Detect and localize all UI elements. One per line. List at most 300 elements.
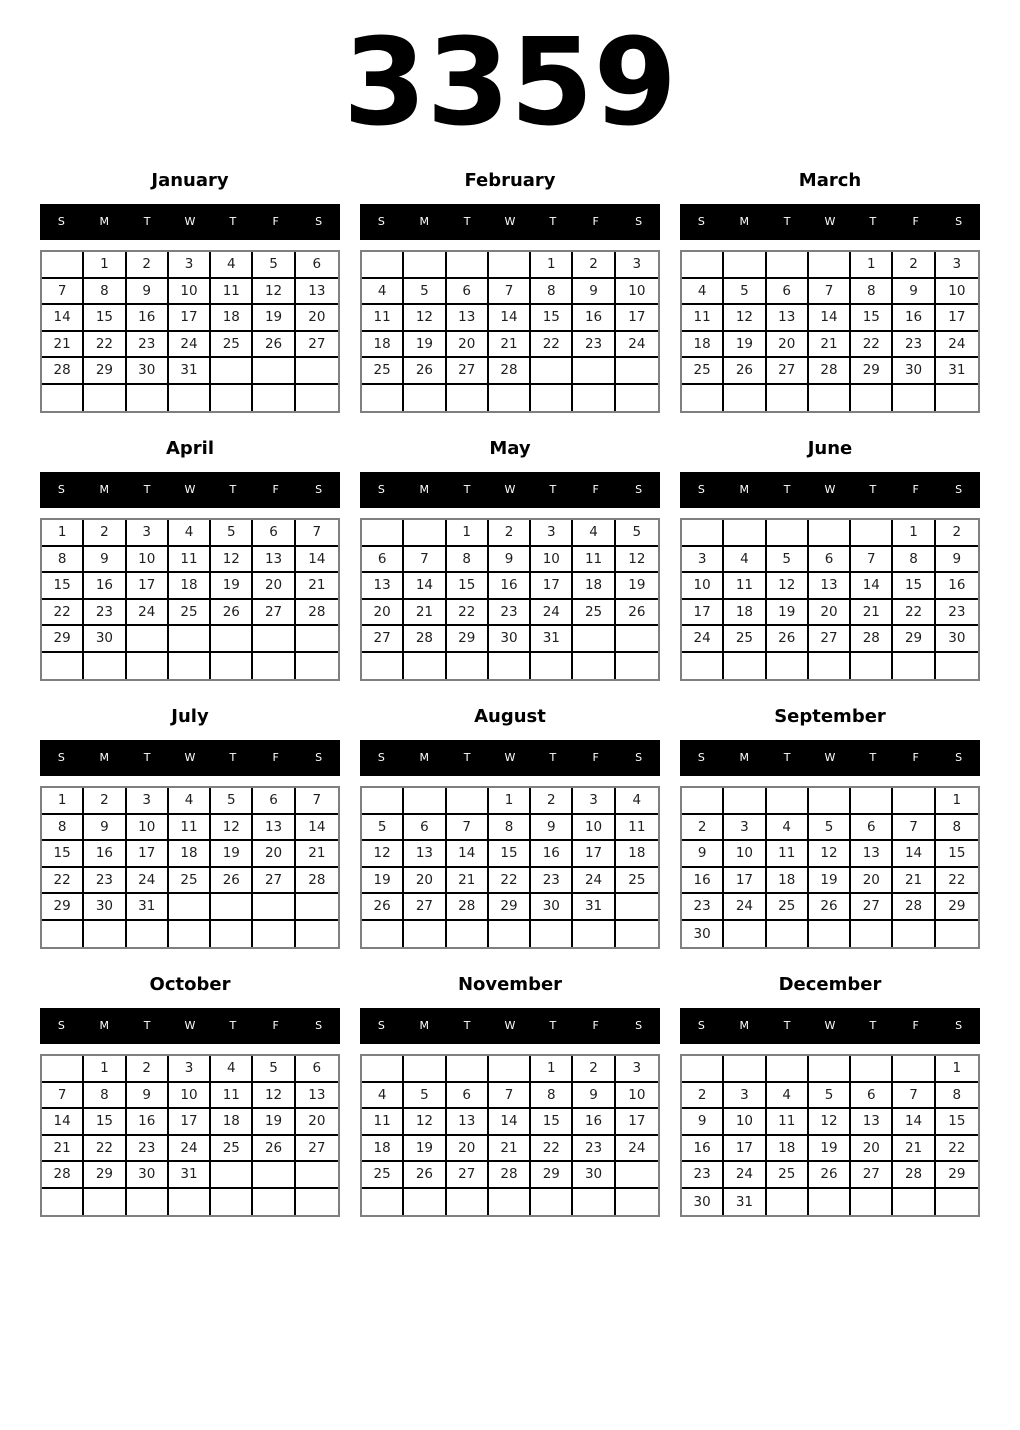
weekday-label: T: [549, 483, 557, 496]
day-cell: 25: [724, 626, 766, 653]
day-cell-empty: [724, 788, 766, 815]
day-cell: 14: [809, 305, 851, 332]
day-cell-empty: [616, 653, 658, 680]
day-cell: 13: [447, 305, 489, 332]
month-title: November: [457, 974, 563, 995]
day-cell: 25: [573, 600, 615, 627]
day-cell: 19: [253, 1109, 295, 1136]
day-cell-empty: [682, 788, 724, 815]
day-cell: 28: [489, 358, 531, 385]
day-cell: 21: [447, 868, 489, 895]
day-cell: 1: [851, 252, 893, 279]
day-cell: 5: [211, 788, 253, 815]
day-cell: 23: [936, 600, 978, 627]
day-cell: 11: [724, 573, 766, 600]
day-grid: [680, 786, 980, 949]
day-cell: 19: [211, 841, 253, 868]
day-cell-empty: [616, 1189, 658, 1216]
day-cell: 10: [724, 841, 766, 868]
day-grid: [680, 250, 980, 413]
day-cell-empty: [253, 626, 295, 653]
weekday-label: T: [783, 215, 791, 228]
day-cell: 21: [489, 1136, 531, 1163]
day-cell: 7: [42, 279, 84, 306]
weekday-label: T: [869, 483, 877, 496]
day-cell: 7: [489, 279, 531, 306]
day-cell: 4: [169, 788, 211, 815]
day-cell: 8: [936, 815, 978, 842]
day-cell-empty: [809, 788, 851, 815]
day-cell: 29: [84, 1162, 126, 1189]
day-cell-empty: [809, 385, 851, 412]
day-cell-empty: [851, 921, 893, 948]
day-cell: 31: [169, 1162, 211, 1189]
day-cell-empty: [531, 358, 573, 385]
day-cell: 4: [362, 1083, 404, 1110]
day-cell: 3: [169, 252, 211, 279]
day-cell: 22: [42, 600, 84, 627]
day-cell: 15: [84, 305, 126, 332]
day-cell: 25: [767, 894, 809, 921]
day-cell: 16: [936, 573, 978, 600]
day-cell-empty: [447, 1189, 489, 1216]
day-cell-empty: [296, 921, 338, 948]
day-cell-empty: [682, 1056, 724, 1083]
day-cell: 8: [489, 815, 531, 842]
weekday-label: M: [99, 751, 110, 764]
day-cell: 2: [573, 252, 615, 279]
weekday-label: T: [463, 483, 471, 496]
day-cell: 9: [682, 1109, 724, 1136]
day-cell: 16: [531, 841, 573, 868]
day-cell: 17: [616, 305, 658, 332]
day-cell: 8: [936, 1083, 978, 1110]
day-cell-empty: [404, 1189, 446, 1216]
weekday-label: S: [955, 1019, 963, 1032]
day-cell: 29: [489, 894, 531, 921]
day-cell: 10: [616, 1083, 658, 1110]
day-cell: 14: [296, 547, 338, 574]
weekday-label: S: [57, 1019, 65, 1032]
day-cell: 4: [211, 252, 253, 279]
day-cell: 15: [851, 305, 893, 332]
month-block: [360, 706, 660, 949]
day-cell: 27: [404, 894, 446, 921]
month-block: [680, 706, 980, 949]
weekday-header-bar: [40, 204, 340, 240]
day-cell: 19: [211, 573, 253, 600]
weekday-label: S: [57, 751, 65, 764]
day-cell: 18: [573, 573, 615, 600]
day-cell: 8: [531, 279, 573, 306]
day-cell: 13: [296, 279, 338, 306]
day-cell: 25: [682, 358, 724, 385]
day-cell: 4: [682, 279, 724, 306]
month-title: March: [798, 170, 862, 191]
day-cell: 10: [573, 815, 615, 842]
day-cell: 14: [489, 1109, 531, 1136]
weekday-label: M: [99, 215, 110, 228]
day-cell: 10: [127, 547, 169, 574]
day-cell: 22: [84, 1136, 126, 1163]
day-cell-empty: [724, 252, 766, 279]
day-cell: 24: [616, 1136, 658, 1163]
day-cell: 3: [127, 788, 169, 815]
day-cell: 30: [682, 1189, 724, 1216]
day-cell: 7: [404, 547, 446, 574]
day-cell: 23: [573, 332, 615, 359]
weekday-header-bar: [40, 1008, 340, 1044]
day-grid: [40, 250, 340, 413]
day-cell-empty: [767, 653, 809, 680]
weekday-label: F: [592, 483, 599, 496]
day-cell: 16: [489, 573, 531, 600]
day-cell: 22: [936, 1136, 978, 1163]
day-cell: 3: [724, 815, 766, 842]
weekday-label: T: [869, 215, 877, 228]
weekday-label: T: [783, 483, 791, 496]
day-grid: [40, 786, 340, 949]
day-cell: 18: [362, 332, 404, 359]
day-cell: 6: [404, 815, 446, 842]
day-cell: 16: [682, 1136, 724, 1163]
day-cell-empty: [724, 385, 766, 412]
day-cell: 11: [211, 279, 253, 306]
day-cell-empty: [169, 921, 211, 948]
day-cell: 11: [362, 305, 404, 332]
day-cell: 3: [531, 520, 573, 547]
day-cell: 18: [682, 332, 724, 359]
day-cell: 24: [127, 600, 169, 627]
weekday-label: T: [549, 1019, 557, 1032]
day-cell: 6: [362, 547, 404, 574]
day-cell: 18: [169, 573, 211, 600]
day-cell: 10: [616, 279, 658, 306]
day-cell: 21: [296, 841, 338, 868]
day-cell: 4: [724, 547, 766, 574]
day-cell: 1: [42, 520, 84, 547]
day-cell-empty: [253, 385, 295, 412]
day-cell: 23: [531, 868, 573, 895]
day-cell: 23: [893, 332, 935, 359]
day-cell-empty: [893, 1056, 935, 1083]
day-cell-empty: [573, 626, 615, 653]
day-cell: 14: [447, 841, 489, 868]
day-cell: 28: [42, 1162, 84, 1189]
day-cell: 28: [809, 358, 851, 385]
day-cell: 23: [84, 600, 126, 627]
day-cell: 24: [169, 1136, 211, 1163]
day-cell: 3: [573, 788, 615, 815]
day-cell: 14: [404, 573, 446, 600]
day-cell: 7: [296, 520, 338, 547]
month-block: [360, 974, 660, 1217]
day-cell: 1: [893, 520, 935, 547]
day-cell: 10: [724, 1109, 766, 1136]
day-cell: 7: [809, 279, 851, 306]
day-cell-empty: [573, 1189, 615, 1216]
day-cell: 19: [724, 332, 766, 359]
day-cell: 17: [573, 841, 615, 868]
month-title: December: [778, 974, 882, 995]
day-cell: 16: [127, 1109, 169, 1136]
day-cell-empty: [296, 653, 338, 680]
day-cell: 14: [42, 1109, 84, 1136]
day-cell: 9: [127, 279, 169, 306]
day-cell: 8: [84, 279, 126, 306]
day-cell: 27: [296, 332, 338, 359]
day-cell: 2: [84, 520, 126, 547]
day-cell-empty: [767, 1189, 809, 1216]
day-cell-empty: [169, 894, 211, 921]
day-cell: 13: [253, 547, 295, 574]
day-cell: 21: [42, 332, 84, 359]
day-cell: 6: [447, 1083, 489, 1110]
month-title: June: [807, 438, 853, 459]
weekday-label: S: [57, 483, 65, 496]
day-cell: 5: [253, 252, 295, 279]
day-cell-empty: [253, 358, 295, 385]
day-cell: 6: [809, 547, 851, 574]
day-cell: 25: [362, 1162, 404, 1189]
day-cell: 18: [616, 841, 658, 868]
day-cell-empty: [362, 385, 404, 412]
day-cell: 7: [296, 788, 338, 815]
day-cell: 12: [616, 547, 658, 574]
day-cell-empty: [724, 921, 766, 948]
day-cell: 17: [724, 868, 766, 895]
day-cell: 10: [169, 1083, 211, 1110]
day-cell: 2: [682, 815, 724, 842]
day-cell: 1: [447, 520, 489, 547]
day-cell: 20: [767, 332, 809, 359]
day-cell: 15: [84, 1109, 126, 1136]
weekday-label: S: [315, 751, 323, 764]
month-title: January: [151, 170, 229, 191]
day-cell: 15: [893, 573, 935, 600]
day-cell-empty: [851, 520, 893, 547]
year-title: 3359: [343, 14, 677, 153]
day-cell: 11: [362, 1109, 404, 1136]
day-cell-empty: [362, 520, 404, 547]
day-cell: 6: [447, 279, 489, 306]
day-grid: [680, 1054, 980, 1217]
day-cell-empty: [211, 921, 253, 948]
day-cell: 13: [809, 573, 851, 600]
day-cell: 2: [936, 520, 978, 547]
day-cell: 7: [489, 1083, 531, 1110]
weekday-label: S: [57, 215, 65, 228]
day-cell: 27: [447, 358, 489, 385]
day-cell: 8: [851, 279, 893, 306]
day-cell: 30: [531, 894, 573, 921]
day-cell: 15: [936, 1109, 978, 1136]
weekday-header-bar: [360, 204, 660, 240]
day-cell: 8: [447, 547, 489, 574]
day-cell: 30: [84, 626, 126, 653]
day-cell: 26: [616, 600, 658, 627]
day-cell: 7: [893, 1083, 935, 1110]
day-cell-empty: [447, 788, 489, 815]
weekday-label: S: [697, 1019, 705, 1032]
weekday-header-bar: [40, 472, 340, 508]
day-cell: 24: [127, 868, 169, 895]
weekday-label: W: [824, 1019, 836, 1032]
day-cell: 6: [296, 252, 338, 279]
weekday-label: W: [504, 215, 516, 228]
weekday-label: M: [99, 483, 110, 496]
day-cell: 2: [127, 1056, 169, 1083]
day-cell: 27: [851, 894, 893, 921]
day-cell: 21: [893, 1136, 935, 1163]
day-cell: 22: [84, 332, 126, 359]
month-title: April: [165, 438, 215, 459]
day-cell: 18: [767, 1136, 809, 1163]
day-cell: 28: [851, 626, 893, 653]
day-cell: 19: [362, 868, 404, 895]
day-cell: 7: [893, 815, 935, 842]
day-cell: 21: [42, 1136, 84, 1163]
day-cell: 31: [724, 1189, 766, 1216]
day-cell-empty: [531, 653, 573, 680]
day-cell: 21: [489, 332, 531, 359]
day-cell: 19: [253, 305, 295, 332]
day-cell: 9: [573, 1083, 615, 1110]
day-cell-empty: [296, 894, 338, 921]
day-cell: 17: [127, 573, 169, 600]
weekday-header-bar: [360, 1008, 660, 1044]
day-cell: 14: [893, 841, 935, 868]
day-cell-empty: [767, 520, 809, 547]
month-block: [40, 706, 340, 949]
day-cell-empty: [211, 358, 253, 385]
day-cell: 29: [42, 626, 84, 653]
day-cell-empty: [893, 1189, 935, 1216]
day-cell-empty: [404, 520, 446, 547]
day-cell: 29: [936, 894, 978, 921]
day-cell-empty: [296, 626, 338, 653]
day-cell-empty: [127, 653, 169, 680]
weekday-label: T: [143, 751, 151, 764]
day-cell: 28: [42, 358, 84, 385]
day-cell: 12: [404, 305, 446, 332]
day-cell-empty: [893, 788, 935, 815]
weekday-label: W: [824, 215, 836, 228]
weekday-label: S: [377, 483, 385, 496]
day-cell: 12: [767, 573, 809, 600]
day-cell: 3: [682, 547, 724, 574]
month-block: [680, 974, 980, 1217]
weekday-label: W: [824, 483, 836, 496]
weekday-label: W: [824, 751, 836, 764]
weekday-header-bar: [680, 472, 980, 508]
weekday-label: T: [229, 215, 237, 228]
day-cell: 20: [296, 305, 338, 332]
day-cell: 17: [531, 573, 573, 600]
weekday-label: F: [272, 751, 279, 764]
day-cell-empty: [936, 385, 978, 412]
day-cell-empty: [362, 1056, 404, 1083]
weekday-label: W: [184, 1019, 196, 1032]
day-grid: [360, 786, 660, 949]
weekday-label: W: [504, 1019, 516, 1032]
month-block: [40, 438, 340, 681]
day-cell: 12: [211, 547, 253, 574]
day-cell: 21: [893, 868, 935, 895]
weekday-header-bar: [680, 204, 980, 240]
day-cell-empty: [253, 921, 295, 948]
day-cell: 9: [936, 547, 978, 574]
weekday-label: T: [229, 751, 237, 764]
weekday-header-bar: [360, 472, 660, 508]
weekday-label: W: [504, 483, 516, 496]
day-cell: 6: [767, 279, 809, 306]
day-cell: 29: [531, 1162, 573, 1189]
day-cell-empty: [851, 1189, 893, 1216]
day-cell: 22: [531, 332, 573, 359]
weekday-label: S: [315, 1019, 323, 1032]
day-cell: 29: [851, 358, 893, 385]
day-cell-empty: [616, 626, 658, 653]
month-block: [360, 170, 660, 413]
day-cell: 20: [404, 868, 446, 895]
day-cell: 23: [84, 868, 126, 895]
day-cell-empty: [447, 385, 489, 412]
day-cell: 24: [573, 868, 615, 895]
day-cell: 26: [404, 358, 446, 385]
day-cell-empty: [573, 921, 615, 948]
day-cell-empty: [404, 385, 446, 412]
day-cell-empty: [616, 358, 658, 385]
day-cell: 29: [936, 1162, 978, 1189]
day-cell: 9: [682, 841, 724, 868]
day-cell: 26: [211, 868, 253, 895]
day-cell: 3: [616, 252, 658, 279]
day-cell-empty: [211, 1189, 253, 1216]
day-cell: 22: [489, 868, 531, 895]
day-cell-empty: [211, 385, 253, 412]
weekday-label: F: [912, 751, 919, 764]
day-cell-empty: [362, 653, 404, 680]
day-cell-empty: [127, 921, 169, 948]
day-cell: 5: [253, 1056, 295, 1083]
day-cell: 6: [851, 1083, 893, 1110]
weekday-label: T: [229, 1019, 237, 1032]
day-cell: 19: [767, 600, 809, 627]
day-cell-empty: [489, 1189, 531, 1216]
day-cell: 25: [211, 332, 253, 359]
day-cell: 22: [531, 1136, 573, 1163]
day-cell: 24: [531, 600, 573, 627]
day-cell-empty: [42, 1056, 84, 1083]
day-cell: 14: [893, 1109, 935, 1136]
day-cell-empty: [682, 653, 724, 680]
weekday-label: W: [184, 215, 196, 228]
day-cell: 27: [362, 626, 404, 653]
day-cell: 24: [616, 332, 658, 359]
day-cell: 22: [447, 600, 489, 627]
day-cell: 13: [851, 841, 893, 868]
day-cell: 3: [169, 1056, 211, 1083]
day-cell: 2: [489, 520, 531, 547]
day-cell: 13: [767, 305, 809, 332]
day-cell: 30: [573, 1162, 615, 1189]
day-cell: 17: [682, 600, 724, 627]
weekday-label: M: [419, 751, 430, 764]
day-cell-empty: [936, 653, 978, 680]
day-cell: 1: [84, 1056, 126, 1083]
day-cell: 26: [253, 332, 295, 359]
